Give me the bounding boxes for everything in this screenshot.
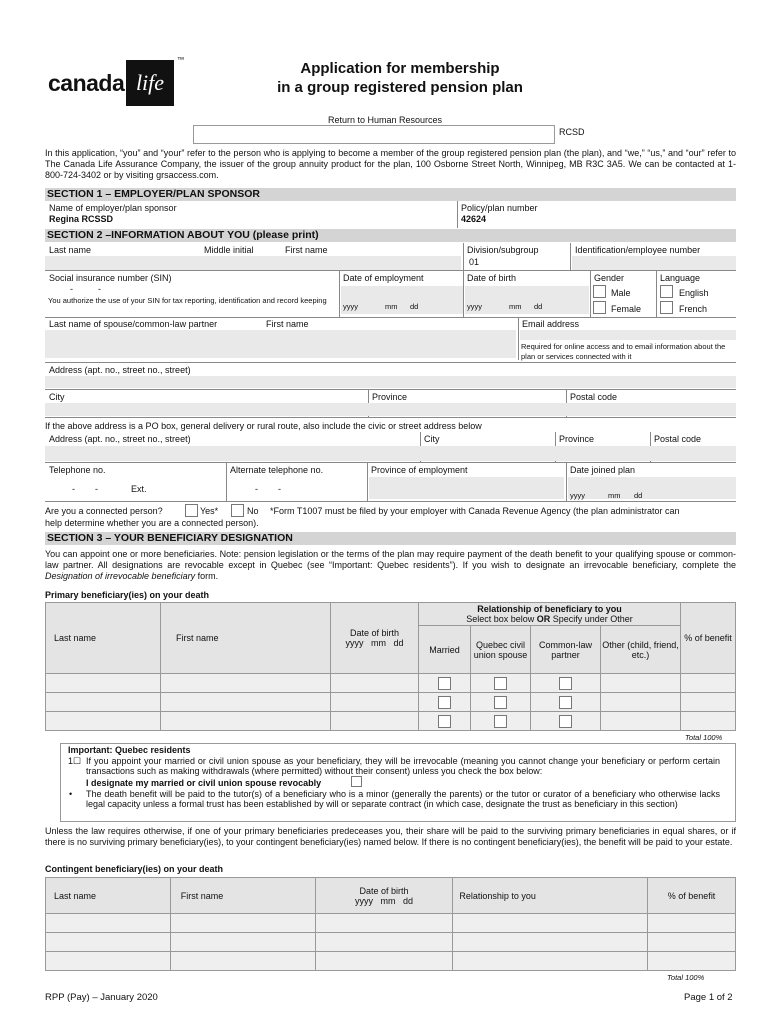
cell[interactable] — [648, 933, 736, 952]
beneficiary-intro-italic: Designation of irrevocable beneficiary — [45, 571, 196, 581]
connected-yes-checkbox[interactable] — [185, 504, 198, 517]
divider — [45, 270, 736, 271]
name-input[interactable] — [45, 256, 461, 270]
cell — [531, 693, 601, 712]
section2-header: SECTION 2 –INFORMATION ABOUT YOU (please print) — [45, 229, 736, 242]
intro-paragraph: In this application, “you” and “your” refer to the person who is applying to become a member of the group registered pension plan (the plan), and “we,” “us,” and “our” refer to The Canada Life Assurance Company, the issuer of the group annuity product for the plan, 100 Osborne Street North, Winnipeg, MB R3C 3A5. We can be contacted at 1-800-724-3402 or by visiting grsaccess.com. — [45, 148, 736, 180]
address-input[interactable] — [45, 376, 736, 388]
alt-phone-input[interactable]: - - — [255, 484, 281, 494]
c-col-first-name: First name — [180, 890, 224, 901]
primary-total: Total 100% — [685, 733, 723, 742]
policy-value[interactable]: 42624 — [461, 214, 487, 224]
date-joined-label: Date joined plan — [570, 465, 636, 475]
divider — [566, 463, 567, 501]
c-col-dob-sub: yyyy mm dd — [354, 895, 413, 906]
dob-dd: dd — [534, 302, 543, 311]
section3-header: SECTION 3 – YOUR BENEFICIARY DESIGNATION — [45, 532, 736, 545]
quebec-revocable-label: I designate my married or civil union spouse revocably — [86, 778, 322, 788]
doe-mm: mm — [385, 302, 398, 311]
cell[interactable] — [601, 674, 681, 693]
cell — [531, 674, 601, 693]
common-law-checkbox[interactable] — [559, 677, 572, 690]
division-value[interactable]: 01 — [469, 257, 480, 267]
cell[interactable] — [648, 952, 736, 971]
col-dob: Date of birth — [349, 628, 400, 638]
phone-input[interactable]: - - — [72, 484, 98, 494]
col-pct: % of benefit — [684, 633, 732, 643]
table-row[interactable] — [46, 712, 736, 731]
cell[interactable] — [681, 674, 736, 693]
spouse-first-label: First name — [266, 319, 309, 329]
connected-note: *Form T1007 must be filed by your employer with Canada Revenue Agency (the plan administrator can — [270, 506, 680, 516]
footer-page-number: Page 1 of 2 — [684, 992, 733, 1003]
sin-input[interactable]: - - — [70, 284, 101, 294]
cell[interactable] — [331, 674, 419, 693]
c-col-last-name: Last name — [54, 890, 97, 901]
city-province-postal-input[interactable] — [45, 403, 736, 416]
cell — [531, 712, 601, 731]
quebec-revocable-checkbox[interactable] — [351, 776, 362, 787]
division-label: Division/subgroup — [467, 245, 539, 255]
province-label: Province — [372, 392, 408, 402]
cell[interactable] — [315, 914, 453, 933]
connected-yes-label: Yes* — [200, 506, 219, 516]
rel-sub-a: Select box below — [466, 614, 535, 624]
sin-note: You authorize the use of your SIN for tax reporting, identification and record keeping — [48, 296, 327, 305]
divider — [457, 201, 458, 228]
dob-label: Date of birth — [467, 273, 517, 283]
address2-label: Address (apt. no., street no., street) — [49, 434, 191, 444]
cell[interactable] — [331, 712, 419, 731]
language-french-checkbox[interactable] — [660, 301, 673, 314]
form-title — [220, 59, 580, 97]
cell[interactable] — [161, 712, 331, 731]
sponsor-value[interactable]: Regina RCSSD — [49, 214, 114, 224]
cell[interactable] — [46, 693, 161, 712]
divider — [463, 243, 464, 270]
ident-input[interactable] — [572, 256, 736, 270]
email-label: Email address — [522, 319, 580, 329]
col-quebec: Quebec civil union spouse — [473, 639, 528, 660]
cell[interactable] — [648, 914, 736, 933]
c-col-dob: Date of birth — [359, 885, 409, 896]
cell[interactable] — [601, 712, 681, 731]
return-to-label: Return to Human Resources — [328, 115, 443, 125]
divider — [339, 271, 340, 317]
beneficiary-intro — [45, 549, 736, 582]
spouse-last-label: Last name of spouse/common-law partner — [49, 319, 218, 329]
beneficiary-intro-b: form. — [195, 571, 219, 581]
divider — [367, 463, 368, 501]
ident-label: Identification/employee number — [575, 245, 701, 255]
married-checkbox[interactable] — [438, 696, 451, 709]
gender-male-label: Male — [611, 288, 631, 298]
cell — [419, 712, 471, 731]
date-joined-input[interactable] — [568, 477, 736, 499]
rel-title: Relationship of beneficiary to you — [477, 604, 622, 614]
quebec-bullet1-marker: 1☐ — [68, 756, 82, 766]
cell — [471, 674, 531, 693]
cell[interactable] — [46, 674, 161, 693]
divider — [45, 389, 736, 390]
doe-label: Date of employment — [343, 273, 424, 283]
cell[interactable] — [315, 933, 453, 952]
province2-label: Province — [559, 434, 595, 444]
quebec-bullet2: The death benefit will be paid to the tutor(s) of a beneficiary who is a minor (generally the parents) or the tutor or curator of a beneficiary who otherwise lacks legal capacity unless a formal trust has been established by will or separate contract (in which case, designate the trust as beneficiary in this section) — [86, 789, 720, 809]
col-other: Other (child, friend, etc.) — [602, 639, 679, 660]
divider — [45, 462, 736, 463]
dob-mm: mm — [509, 302, 522, 311]
cell[interactable] — [601, 693, 681, 712]
cell[interactable] — [453, 914, 648, 933]
rel-sub — [420, 614, 679, 624]
gender-female-label: Female — [611, 304, 642, 314]
bullet-icon: • — [69, 789, 73, 799]
divider — [45, 417, 736, 418]
cell — [419, 674, 471, 693]
logo-script: life — [126, 60, 174, 106]
table-row[interactable] — [46, 933, 736, 952]
city2-label: City — [424, 434, 440, 444]
divider — [570, 243, 571, 270]
last-name-label: Last name — [49, 245, 92, 255]
po-box-note: If the above address is a PO box, general delivery or rural route, also include the civic or street address below — [45, 421, 482, 431]
logo-wordmark: canada — [48, 70, 125, 96]
unless-paragraph: Unless the law requires otherwise, if one of your primary beneficiaries predeceases you, their share will be paid to the surviving primary beneficiaries in equal shares, or if there is no surviving primary beneficiary(ies), to your contingent beneficiary(ies) named below. If there is no contingent beneficiary(ies), the benefit will be paid to your estate. — [45, 826, 736, 847]
quebec-checkbox[interactable] — [494, 677, 507, 690]
divider — [463, 271, 464, 317]
policy-label: Policy/plan number — [461, 203, 538, 213]
date-joined-mm: mm — [608, 491, 621, 500]
footer-form-code: RPP (Pay) – January 2020 — [45, 992, 158, 1003]
cell[interactable] — [453, 952, 648, 971]
cell[interactable] — [46, 712, 161, 731]
gender-label: Gender — [594, 273, 625, 283]
form-title-line2: in a group registered pension plan — [277, 79, 523, 96]
cell[interactable] — [681, 712, 736, 731]
section1-header: SECTION 1 – EMPLOYER/PLAN SPONSOR — [45, 188, 736, 201]
col-dob-sub: yyyy mm dd — [345, 638, 404, 648]
divider — [590, 271, 591, 317]
ext-label: Ext. — [131, 484, 147, 494]
connected-no-checkbox[interactable] — [231, 504, 244, 517]
contingent-beneficiary-table — [45, 877, 736, 971]
divider — [45, 362, 736, 363]
married-checkbox[interactable] — [438, 677, 451, 690]
divider — [518, 318, 519, 360]
table-row[interactable] — [46, 914, 736, 933]
prov-emp-input[interactable] — [369, 477, 564, 499]
cell[interactable] — [315, 952, 453, 971]
language-label: Language — [660, 273, 701, 283]
rel-sub-b: Specify under Other — [552, 614, 633, 624]
postal2-label: Postal code — [654, 434, 702, 444]
cell[interactable] — [161, 674, 331, 693]
cell[interactable] — [46, 933, 171, 952]
city-label: City — [49, 392, 65, 402]
sponsor-label: Name of employer/plan sponsor — [49, 203, 177, 213]
cell[interactable] — [170, 952, 315, 971]
contingent-title: Contingent beneficiary(ies) on your death — [45, 864, 224, 874]
cell[interactable] — [170, 914, 315, 933]
return-to-code: RCSD — [559, 127, 585, 137]
cell[interactable] — [46, 952, 171, 971]
dob-input[interactable] — [465, 286, 589, 314]
divider — [226, 463, 227, 501]
email-input[interactable] — [520, 330, 736, 340]
divider — [656, 271, 657, 317]
connected-note2: help determine whether you are a connected person). — [45, 518, 259, 528]
cell[interactable] — [170, 933, 315, 952]
alt-phone-label: Alternate telephone no. — [230, 465, 324, 475]
logo-tm: ™ — [177, 55, 185, 64]
col-first-name: First name — [176, 633, 219, 643]
cell[interactable] — [46, 914, 171, 933]
primary-title: Primary beneficiary(ies) on your death — [45, 590, 210, 600]
address2-input[interactable] — [45, 446, 736, 461]
form-title-line1: Application for membership — [300, 60, 500, 77]
doe-dd: dd — [410, 302, 419, 311]
gender-female-checkbox[interactable] — [593, 301, 606, 314]
date-joined-dd: dd — [634, 491, 643, 500]
prov-emp-label: Province of employment — [371, 465, 468, 475]
c-col-relationship: Relationship to you — [459, 890, 536, 901]
rel-or: OR — [536, 614, 551, 624]
cell — [471, 712, 531, 731]
language-english-label: English — [679, 288, 709, 298]
married-checkbox[interactable] — [438, 715, 451, 728]
cell — [471, 693, 531, 712]
quebec-checkbox[interactable] — [494, 715, 507, 728]
middle-initial-label: Middle initial — [204, 245, 254, 255]
connected-no-label: No — [247, 506, 259, 516]
cell[interactable] — [161, 693, 331, 712]
quebec-title: Important: Quebec residents — [68, 745, 191, 755]
cell[interactable] — [453, 933, 648, 952]
cell[interactable] — [681, 693, 736, 712]
c-col-pct: % of benefit — [667, 890, 716, 901]
col-married: Married — [429, 644, 460, 655]
gender-male-checkbox[interactable] — [593, 285, 606, 298]
col-common-law: Common-law partner — [538, 639, 592, 660]
language-english-checkbox[interactable] — [660, 285, 673, 298]
dob-yyyy: yyyy — [467, 302, 482, 311]
phone-label: Telephone no. — [49, 465, 106, 475]
sin-label: Social insurance number (SIN) — [49, 273, 172, 283]
contingent-total: Total 100% — [667, 973, 705, 982]
return-to-field[interactable] — [193, 125, 555, 144]
address-label: Address (apt. no., street no., street) — [49, 365, 191, 375]
cell — [419, 693, 471, 712]
primary-beneficiary-table — [45, 602, 736, 731]
first-name-label: First name — [285, 245, 328, 255]
common-law-checkbox[interactable] — [559, 696, 572, 709]
language-french-label: French — [679, 304, 708, 314]
connected-question: Are you a connected person? — [45, 506, 163, 516]
cell[interactable] — [331, 693, 419, 712]
beneficiary-intro-a: You can appoint one or more beneficiaries. Note: pension legislation or the terms of the plan may require payment of the death benefit to your qualifying spouse or common-law partner. All designations are revocable except in Quebec (see “Important: Quebec residents”). If you wish to designate an irrevocable beneficiary, complete the — [45, 549, 736, 570]
table-row[interactable] — [46, 693, 736, 712]
email-note: Required for online access and to email information about the plan or services connected with it — [521, 342, 726, 361]
col-last-name: Last name — [54, 633, 97, 643]
doe-yyyy: yyyy — [343, 302, 358, 311]
doe-input[interactable] — [341, 286, 463, 314]
divider — [45, 501, 736, 502]
date-joined-yyyy: yyyy — [570, 491, 585, 500]
postal-label: Postal code — [570, 392, 618, 402]
quebec-bullet1: If you appoint your married or civil union spouse as your beneficiary, they will be irrevocable (meaning you cannot change your beneficiary or perform certain transactions such as making withdrawals (where permitted) without their consent) unless you check the box below: — [86, 756, 720, 776]
table-row[interactable] — [46, 952, 736, 971]
spouse-input[interactable] — [45, 330, 516, 358]
quebec-checkbox[interactable] — [494, 696, 507, 709]
common-law-checkbox[interactable] — [559, 715, 572, 728]
table-row[interactable] — [46, 674, 736, 693]
divider — [45, 317, 736, 318]
